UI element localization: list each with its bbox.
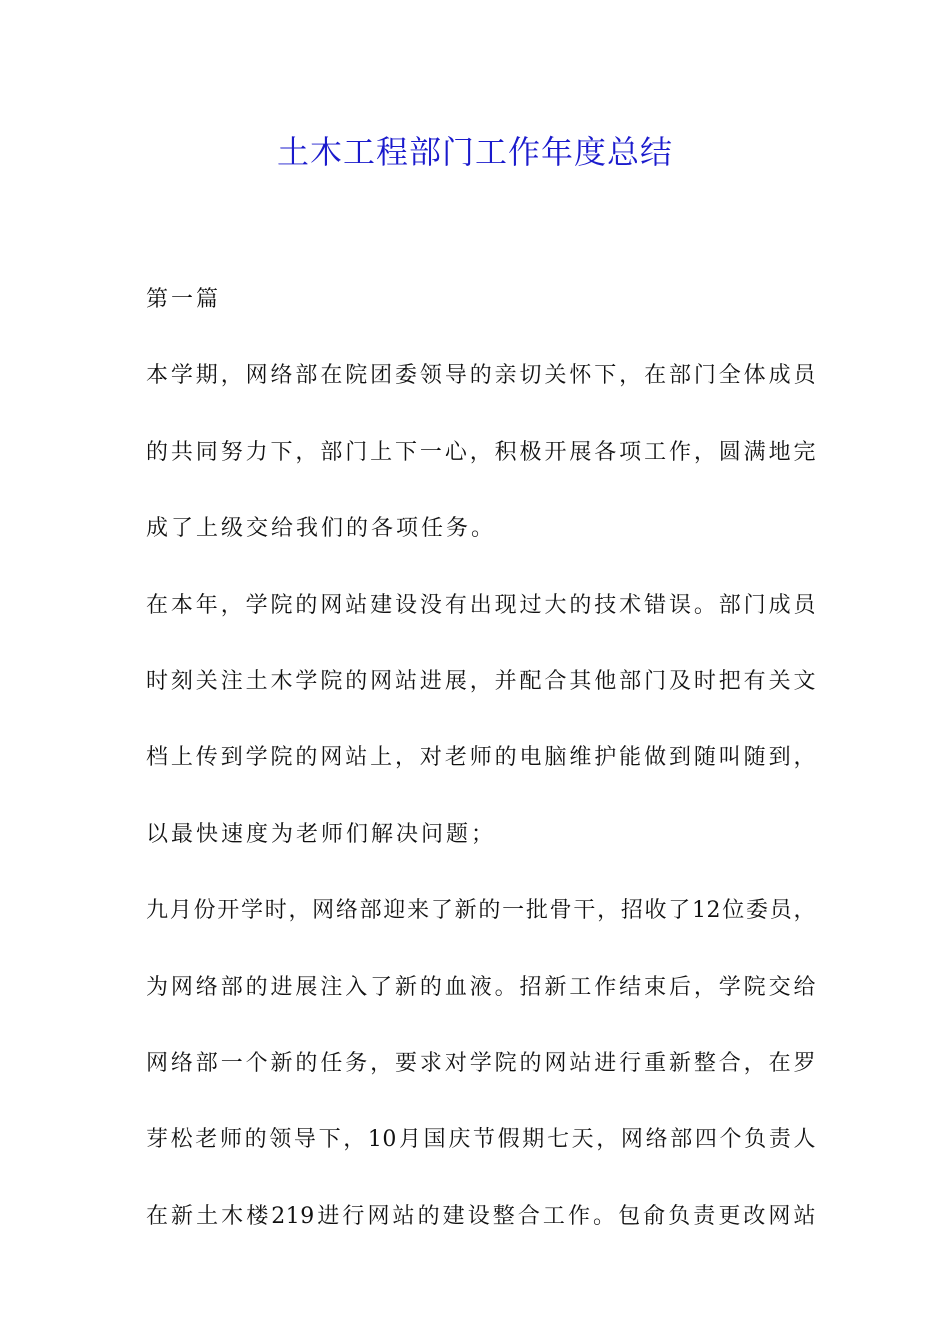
- body-line: 成了上级交给我们的各项任务。: [146, 516, 497, 542]
- body-line: 档上传到学院的网站上，对老师的电脑维护能做到随叫随到，: [146, 745, 816, 771]
- section-heading: 第一篇: [146, 287, 222, 312]
- document-body: [146, 262, 816, 1255]
- body-line: 网络部一个新的任务，要求对学院的网站进行重新整合，在罗: [146, 1050, 816, 1076]
- body-line: 芽松老师的领导下，10月国庆节假期七天，网络部四个负责人: [146, 1127, 816, 1153]
- body-line: 以最快速度为老师们解决问题；: [146, 821, 497, 847]
- body-line: 在新土木楼219进行网站的建设整合工作。包俞负责更改网站: [146, 1203, 816, 1229]
- body-line: 为网络部的进展注入了新的血液。招新工作结束后，学院交给: [146, 974, 816, 1000]
- body-line: 九月份开学时，网络部迎来了新的一批骨干，招收了12位委员，: [146, 898, 816, 924]
- body-line: 时刻关注土木学院的网站进展，并配合其他部门及时把有关文: [146, 668, 816, 694]
- body-line: 在本年，学院的网站建设没有出现过大的技术错误。部门成员: [146, 592, 816, 618]
- body-line: 本学期，网络部在院团委领导的亲切关怀下，在部门全体成员: [146, 363, 816, 389]
- document-title: 土木工程部门工作年度总结: [276, 133, 673, 171]
- body-line: 的共同努力下，部门上下一心，积极开展各项工作，圆满地完: [146, 439, 816, 465]
